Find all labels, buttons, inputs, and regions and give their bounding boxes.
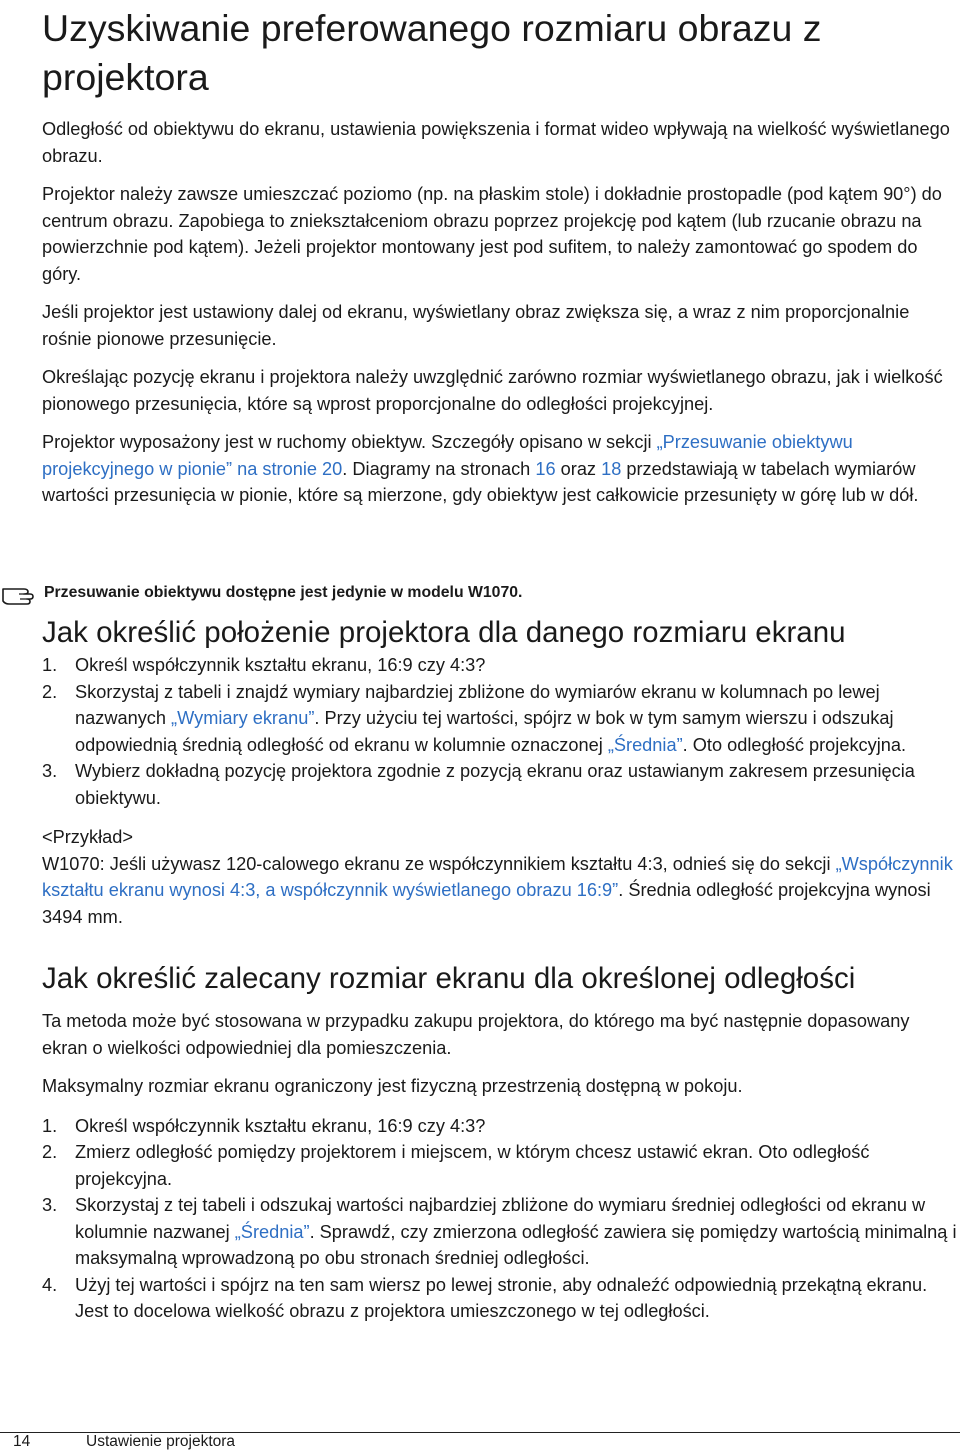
text-run: . Średnia odległość projekcyjna wynosi 3494 mm. xyxy=(42,880,931,927)
section-heading-screen-size: Jak określić zalecany rozmiar ekranu dla określonej odległości xyxy=(42,962,856,995)
intro-paragraph-1: Odległość od obiektywu do ekranu, ustawienia powiększenia i format wideo wpływają na wielkość wyświetlanego obrazu. xyxy=(42,119,950,166)
step-number: 1. xyxy=(42,655,58,675)
section-position-content xyxy=(42,652,957,930)
step-item xyxy=(42,679,957,759)
step-text: Skorzystaj z tabeli i znajdź wymiary najbardziej zbliżone do wymiarów ekranu w kolumnach po lewej nazwanych xyxy=(75,681,880,728)
steps-list xyxy=(42,1113,957,1325)
page-number: 14 xyxy=(13,1433,31,1450)
step-text: Zmierz odległość pomiędzy projektorem i miejscem, w którym chcesz ustawić ekran. Oto odległość projekcyjna. xyxy=(75,1142,870,1189)
step-text: Określ współczynnik kształtu ekranu, 16:9 czy 4:3? xyxy=(75,1115,486,1136)
lens-shift-link[interactable]: „Przesuwanie obiektywu projekcyjnego w pionie” na stronie 20 xyxy=(42,432,853,479)
step-number: 1. xyxy=(42,1115,58,1136)
step-text: . Oto odległość projekcyjna. xyxy=(682,734,907,755)
intro-paragraph-5 xyxy=(42,429,957,509)
footer-section-name: Ustawienie projektora xyxy=(86,1433,236,1450)
example-label: <Przykład> xyxy=(42,827,133,847)
step-text: Określ współczynnik kształtu ekranu, 16:9 czy 4:3? xyxy=(75,655,486,675)
step-item xyxy=(42,652,957,679)
text-run: przedstawiają w tabelach wymiarów wartości przesunięcia w pionie, które są mierzone, gdy obiektyw jest całkowicie przesunięty w górę lub w dół. xyxy=(42,458,919,505)
note-box xyxy=(0,580,950,608)
page-18-link[interactable]: 18 xyxy=(601,458,622,479)
step-text: Użyj tej wartości i spójrz na ten sam wiersz po lewej stronie, aby odnaleźć odpowiednią przekątną ekranu. Jest to docelowa wielkość obrazu z projektora umieszczonego w tej odległości. xyxy=(75,1274,928,1321)
example-paragraph xyxy=(42,851,957,931)
method-paragraph: Ta metoda może być stosowana w przypadku zakupu projektora, do którego ma być następnie dopasowany ekran o wielkości odpowiedniej dla pomieszczenia. xyxy=(42,1011,910,1058)
screen-size-link[interactable]: „Wymiary ekranu” xyxy=(171,708,315,728)
page-16-link[interactable]: 16 xyxy=(535,458,556,479)
page-footer xyxy=(0,1432,960,1453)
text-run: . Diagramy na stronach xyxy=(342,458,536,479)
step-item xyxy=(42,1113,957,1140)
section-screen-size-content xyxy=(42,1008,957,1325)
step-number: 3. xyxy=(42,1195,58,1215)
page-title: Uzyskiwanie preferowanego rozmiaru obrazu z projektora xyxy=(42,7,822,98)
step-text: Skorzystaj z tej tabeli i odszukaj wartości najbardziej zbliżone do wymiaru średniej odległości od ekranu w kolumnie nazwanej xyxy=(75,1195,926,1242)
step-number: 2. xyxy=(42,1142,58,1162)
section-heading-position: Jak określić położenie projektora dla danego rozmiaru ekranu xyxy=(42,616,846,649)
step-number: 3. xyxy=(42,761,58,781)
text-run: Projektor wyposażony jest w ruchomy obiektyw. Szczegóły opisano w sekcji xyxy=(42,432,657,452)
step-number: 2. xyxy=(42,681,58,702)
step-text: Wybierz dokładną pozycję projektora zgodnie z pozycją ekranu oraz ustawianym zakresem przesunięcia obiektywu. xyxy=(75,761,915,808)
intro-paragraph-4: Określając pozycję ekranu i projektora należy uwzględnić zarówno rozmiar wyświetlanego obrazu, jak i wielkość pionowego przesunięcia, które są wprost proporcjonalne do odległości projekcyjnej. xyxy=(42,367,943,414)
step-text: . Przy użyciu tej wartości, spójrz w bok w tym samym wierszu i odszukaj odpowiednią średnią odległość od ekranu w kolumnie oznaczonej xyxy=(75,708,894,755)
intro-paragraph-2: Projektor należy zawsze umieszczać poziomo (np. na płaskim stole) i dokładnie prostopadle (pod kątem 90°) do centrum obrazu. Zapobiega to zniekształceniom obrazu poprzez projekcję pod kątem (lub rzucanie obrazu na powierzchnie pod kątem). Jeżeli projektor montowany jest pod sufitem, to należy zamontować go spodem do góry. xyxy=(42,184,942,284)
average-link[interactable]: „Średnia” xyxy=(234,1221,310,1242)
text-run: oraz xyxy=(555,458,602,479)
steps-list xyxy=(42,652,957,811)
step-item xyxy=(42,1272,957,1325)
note-text: Przesuwanie obiektywu dostępne jest jedynie w modelu W1070. xyxy=(44,584,523,601)
step-number: 4. xyxy=(42,1274,58,1295)
step-item xyxy=(42,758,957,811)
aspect-ratio-section-link[interactable]: „Współczynnik kształtu ekranu wynosi 4:3, a współczynnik wyświetlanego obrazu 16:9” xyxy=(42,853,953,900)
text-run: W1070: Jeśli używasz 120-calowego ekranu ze współczynnikiem kształtu 4:3, odnieś się do sekcji xyxy=(42,853,836,874)
max-size-paragraph: Maksymalny rozmiar ekranu ograniczony jest fizyczną przestrzenią dostępną w pokoju. xyxy=(42,1076,743,1096)
step-item xyxy=(42,1139,957,1192)
step-item xyxy=(42,1192,957,1272)
intro-section xyxy=(42,116,957,509)
average-link[interactable]: „Średnia” xyxy=(607,734,683,755)
intro-paragraph-3: Jeśli projektor jest ustawiony dalej od ekranu, wyświetlany obraz zwiększa się, a wraz z nim proporcjonalnie rośnie pionowe przesunięcie. xyxy=(42,302,910,349)
step-text: . Sprawdź, czy zmierzona odległość zawiera się pomiędzy wartością minimalną i maksymalną wprowadzoną po obu stronach średniej odległości. xyxy=(75,1221,957,1268)
pointing-hand-icon xyxy=(0,580,42,608)
